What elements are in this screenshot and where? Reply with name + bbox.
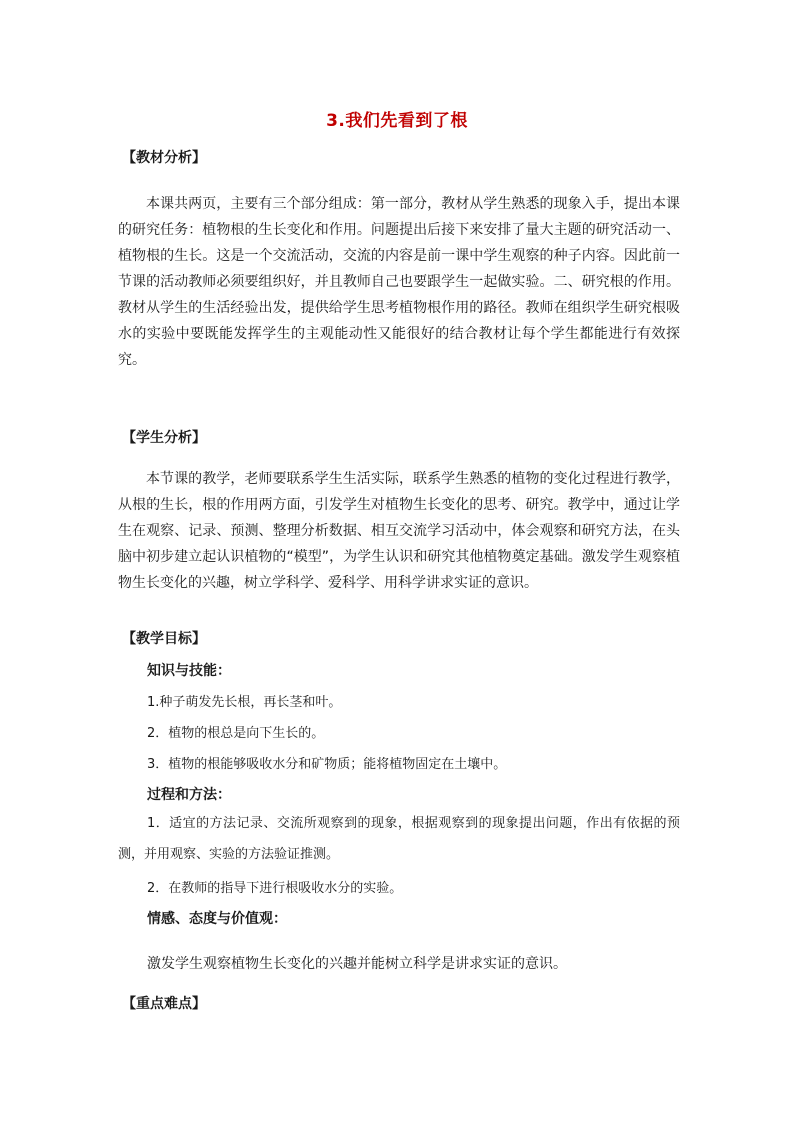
knowledge-item-2: 2．植物的根总是向下生长的。 — [147, 726, 325, 741]
process-item-1: 1．适宜的方法记录、交流所观察到的现象，根据观察到的现象提出问题，作出有依据的预测，并用观察、实验的方法验证推测。 — [118, 816, 680, 862]
subheading-knowledge-skills: 知识与技能： — [147, 663, 231, 679]
knowledge-item-3: 3．植物的根能够吸收水分和矿物质；能将植物固定在土壤中。 — [147, 757, 507, 772]
paragraph-material-analysis: 本课共两页，主要有三个部分组成：第一部分，教材从学生熟悉的现象入手，提出本课的研究任务：植物根的生长变化和作用。问题提出后接下来安排了量大主题的研究活动一、植物根的生长。这是一个交流活动，交流的内容是前一课中学生观察的种子内容。因此前一节课的活动教师必须要组织好，并且教师自己也要跟学生一起做实验。二、研究根的作用。教材从学生的生活经验出发，提供给学生思考植物根作用的路径。教师在组织学生研究根吸水的实验中要既能发挥学生的主观能动性又能很好的结合教材让每个学生都能进行有效探究。 — [118, 196, 680, 368]
knowledge-item-1: 1.种子萌发先长根，再长茎和叶。 — [147, 695, 342, 710]
subheading-process-methods: 过程和方法： — [147, 787, 231, 803]
heading-teaching-goals: 【教学目标】 — [122, 631, 206, 647]
paragraph-student-analysis: 本节课的教学，老师要联系学生生活实际，联系学生熟悉的植物的变化过程进行教学，从根的生长，根的作用两方面，引发学生对植物生长变化的思考、研究。教学中，通过让学生在观察、记录、预测、整理分析数据、相互交流学习活动中，体会观察和研究方法，在头脑中初步建立起认识植物的“模型”，为学生认识和研究其他植物奠定基础。激发学生观察植物生长变化的兴趣，树立学科学、爱科学、用科学讲求实证的意识。 — [118, 471, 680, 591]
process-item-2: 2．在教师的指导下进行根吸收水分的实验。 — [147, 881, 403, 896]
page-title: 3.我们先看到了根 — [326, 111, 468, 131]
heading-key-difficulties: 【重点难点】 — [122, 996, 206, 1012]
subheading-emotion-values: 情感、态度与价值观： — [147, 911, 287, 927]
emotion-item: 激发学生观察植物生长变化的兴趣并能树立科学是讲求实证的意识。 — [147, 956, 567, 972]
heading-material-analysis: 【教材分析】 — [122, 150, 206, 166]
heading-student-analysis: 【学生分析】 — [122, 430, 206, 446]
